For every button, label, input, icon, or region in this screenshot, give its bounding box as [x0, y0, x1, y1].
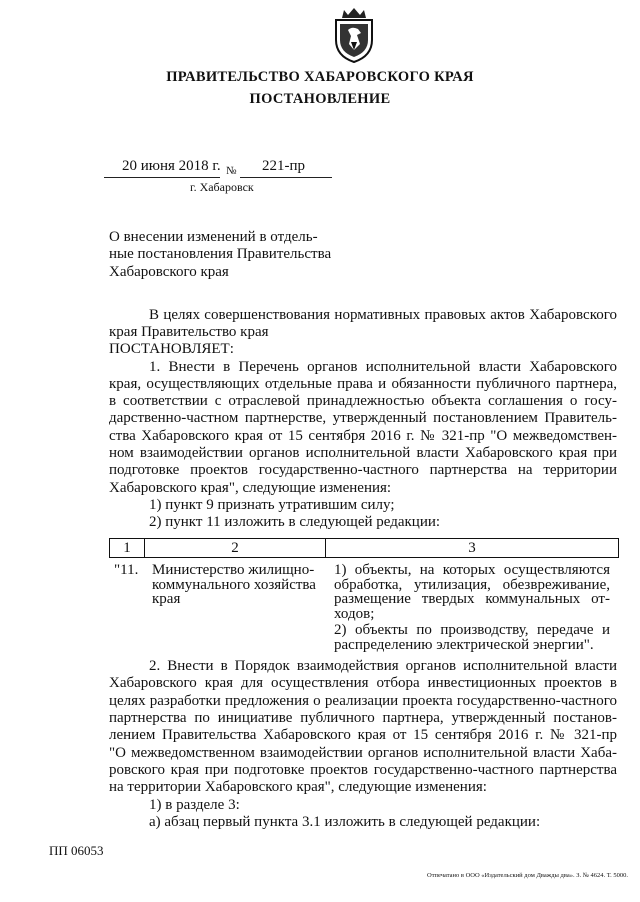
authority-line: края: [152, 591, 181, 607]
number-sign: №: [226, 165, 237, 177]
document-date: 20 июня 2018 г.: [122, 158, 221, 174]
item2-line: лением Правительства Хабаровского края от 15 сентября 2016 г. № 321-пр: [109, 727, 617, 743]
authority-line: коммунального хозяйства: [152, 576, 316, 593]
item1-line: в соответствии с отраслевой принадлежностью объекта соглашения о госу-: [109, 393, 617, 409]
subject-line: Хабаровского края: [109, 263, 229, 280]
authority-line: Министерство жилищно-: [152, 562, 315, 578]
objects-line: 1) объекты, на которых осуществляются: [334, 562, 610, 578]
table-header-cell: 2: [145, 539, 326, 558]
item1-subitem: 2) пункт 11 изложить в следующей редакции:: [149, 514, 441, 530]
item2-line: Хабаровского края для осуществления отбора инвестиционных проектов в: [109, 675, 617, 691]
item1-line: дарственно-частном партнерстве, утвержденный постановлением Правитель-: [109, 410, 617, 426]
item1-line: Хабаровского края", следующие изменения:: [109, 480, 392, 496]
item2-line: "О межведомственном взаимодействии органов исполнительной власти Хаба-: [109, 745, 617, 761]
item2-line: на территории Хабаровского края", следующие изменения:: [109, 779, 487, 795]
objects-line: ходов;: [334, 605, 375, 622]
item1-line: ном взаимодействии органов исполнительной власти Хабаровского края при: [109, 445, 617, 461]
objects-line: распределению электрической энергии".: [334, 636, 594, 653]
item2-line: ровского края при подготовке проектов государственно-частного партнерства: [109, 762, 617, 778]
item2-subitem: 1) в разделе 3:: [149, 797, 240, 813]
document-number: 221-пр: [262, 158, 306, 174]
coat-of-arms-emblem: [330, 6, 378, 64]
document-code: ПП 06053: [49, 843, 104, 858]
document-subject: [109, 229, 331, 281]
subject-line: О внесении изменений в отдель-: [109, 229, 318, 245]
table-objects-2: [334, 623, 610, 652]
table-authority-name: [152, 563, 316, 607]
item1-line: ства Хабаровского края от 15 сентября 2016 г. № 321-пр "О межведомствен-: [109, 428, 617, 444]
item1-line: 1. Внести в Перечень органов исполнительной власти Хабаровского: [149, 359, 617, 375]
item1-line: края, осуществляющих отдельные права и обязанности публичного партнера,: [109, 376, 617, 392]
item1-line: подготовке проектов государственно-частного партнерства на территории: [109, 462, 617, 478]
objects-line: размещение твердых коммунальных от-: [334, 591, 610, 607]
item2-line: партнерства по инициативе публичного партнера, утвержденный постанов-: [109, 710, 617, 726]
table-header-cell: 1: [110, 539, 145, 558]
number-underline: [240, 177, 332, 178]
table-row-number: "11.: [114, 562, 139, 578]
item2-subitem: а) абзац первый пункта 3.1 изложить в следующей редакции:: [149, 814, 541, 830]
city-name: г. Хабаровск: [190, 180, 254, 194]
government-title: ПРАВИТЕЛЬСТВО ХАБАРОВСКОГО КРАЯ: [166, 69, 474, 85]
preamble-line: края Правительство края: [109, 324, 269, 340]
table-header-cell: 3: [326, 539, 619, 558]
subject-line: ные постановления Правительства: [109, 246, 332, 263]
date-underline: [104, 177, 220, 178]
preamble-line: В целях совершенствования нормативных правовых актов Хабаровского: [149, 307, 617, 323]
objects-line: обработка, утилизация, обезвреживание,: [334, 576, 610, 593]
objects-line: 2) объекты по производству, передаче и: [334, 622, 610, 638]
item2-line: целях разработки предложения о реализации проекта государственно-частного: [109, 693, 617, 709]
item1-subitem: 1) пункт 9 признать утратившим силу;: [149, 497, 395, 513]
resolves-word: ПОСТАНОВЛЯЕТ:: [109, 341, 234, 357]
printer-imprint: Отпечатано в ООО «Издательский дом Дважды два». З. № 4624. Т. 5000.: [427, 872, 628, 879]
document-type-title: ПОСТАНОВЛЕНИЕ: [249, 91, 391, 107]
amendment-table-header: [109, 538, 619, 558]
item2-line: 2. Внести в Порядок взаимодействия органов исполнительной власти: [149, 658, 617, 674]
table-objects-1: [334, 563, 610, 621]
